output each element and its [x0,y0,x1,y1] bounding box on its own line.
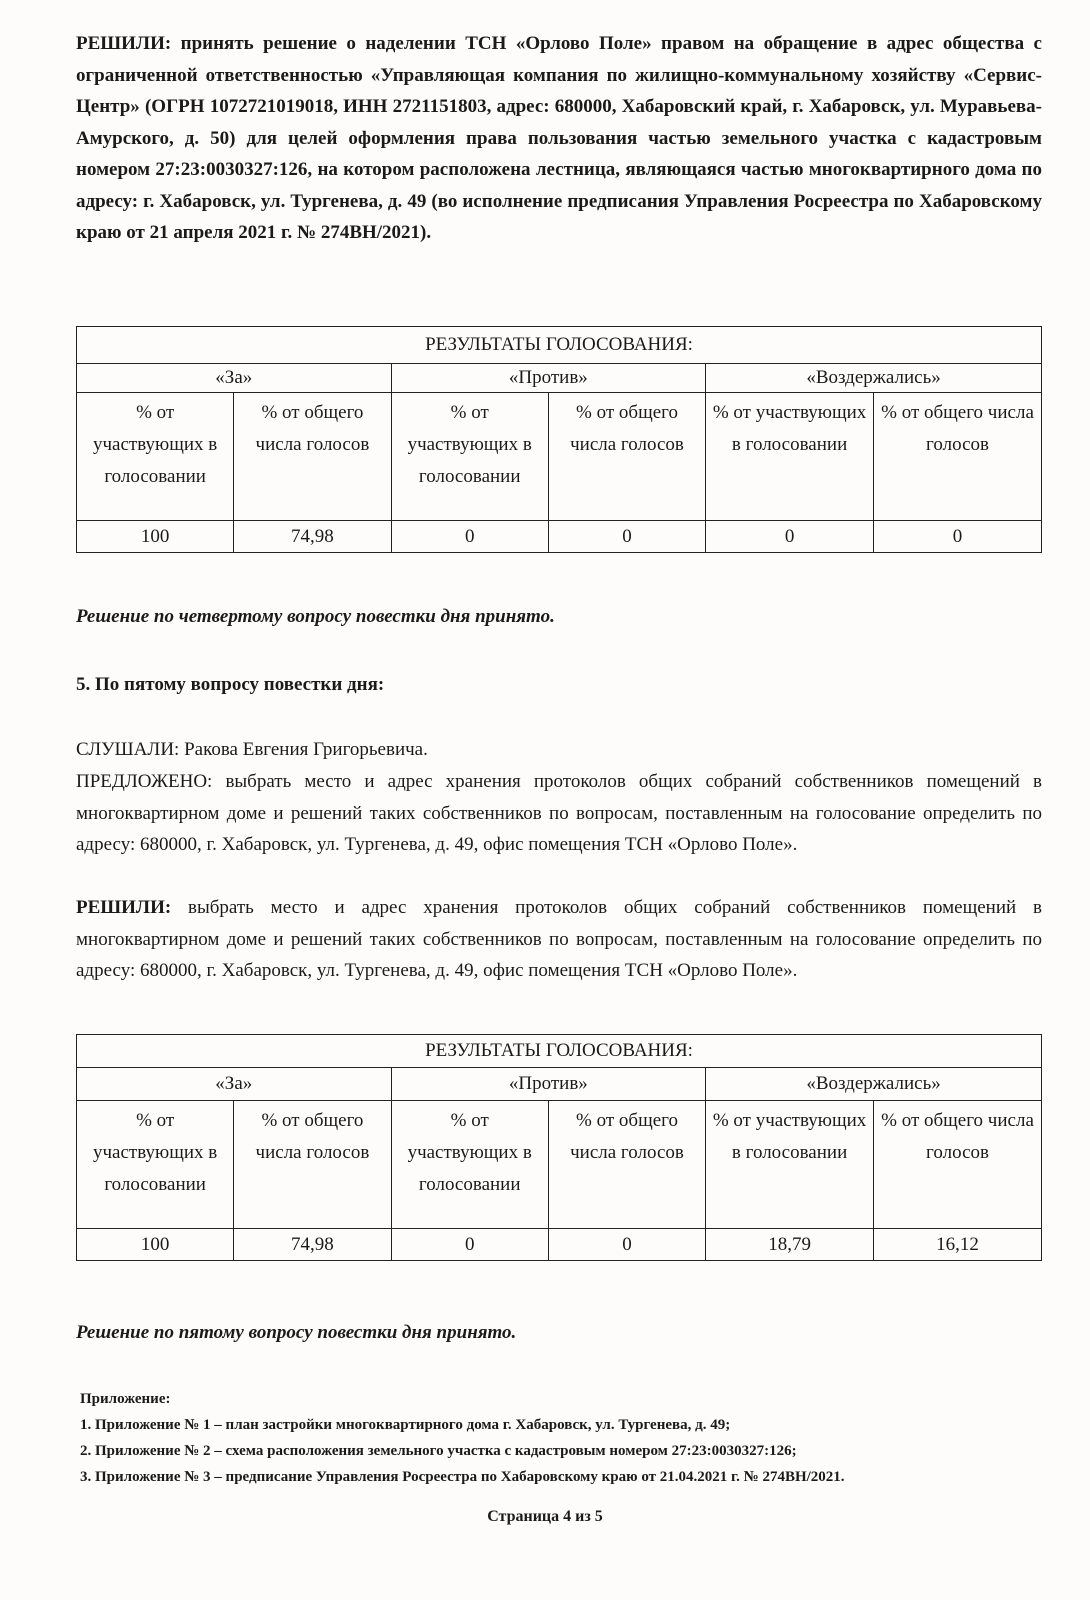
against-pct-total-value: 0 [548,521,705,553]
abstain-header: «Воздержались» [706,364,1042,393]
item4-decision-text: принять решение о наделении ТСН «Орлово Поле» правом на обращение в адрес общества с ограниченной ответственностью «Управляющая компания по жилищно-коммунальному хозяйству «Сервис-Центр» (ОГРН 1072721019018, ИНН 2721151803, адрес: 680000, Хабаровский край, г. Хабаровск, ул. Муравьева-Амурского, д. 50) для целей оформления права пользования частью земельного участка с кадастровым номером 27:23:0030327:126, на котором расположена лестница, являющаяся частью многоквартирного дома по адресу: г. Хабаровск, ул. Тургенева, д. 49 (во исполнение предписания Управления Росреестра по Хабаровскому краю от 21 апреля 2021 г. № 274ВН/2021). [76,33,1042,243]
for-pct-participants-value: 100 [77,1229,234,1261]
attachments [80,1386,1040,1490]
abstain-pct-participants-value: 18,79 [706,1229,874,1261]
for-pct-participants-header: % от участвующих в голосовании [77,393,234,521]
against-pct-participants-value: 0 [391,521,548,553]
abstain-pct-total-value: 16,12 [874,1229,1042,1261]
abstain-pct-participants-value: 0 [706,521,874,553]
for-pct-participants-value: 100 [77,521,234,553]
item5-heading: 5. По пятому вопросу повестки дня: [76,674,385,695]
item4-result: Решение по четвертому вопросу повестки дня принято. [76,606,555,627]
attachment-item: 2. Приложение № 2 – схема расположения земельного участка с кадастровым номером 27:23:0030327:126; [80,1443,797,1459]
against-pct-participants-header: % от участвующих в голосовании [391,1101,548,1229]
abstain-pct-participants-header: % от участвующих в голосовании [706,1101,874,1229]
attachment-item: 1. Приложение № 1 – план застройки многоквартирного дома г. Хабаровск, ул. Тургенева, д. 49; [80,1417,731,1433]
against-pct-total-value: 0 [548,1229,705,1261]
for-pct-total-header: % от общего числа голосов [234,393,391,521]
abstain-pct-total-value: 0 [874,521,1042,553]
voting-results-table-5 [76,1034,1042,1261]
attachments-title: Приложение: [80,1391,171,1407]
item4-decision-label: РЕШИЛИ: [76,33,172,54]
against-pct-participants-header: % от участвующих в голосовании [391,393,548,521]
page-number: Страница 4 из 5 [487,1508,603,1525]
item5-proposed: ПРЕДЛОЖЕНО: выбрать место и адрес хранения протоколов общих собраний собственников помещений в многоквартирном доме и решений таких собственников по вопросам, поставленным на голосование определить по адресу: 680000, г. Хабаровск, ул. Тургенева, д. 49, офис помещения ТСН «Орлово Поле». [76,771,1042,855]
item5-decision-text: выбрать место и адрес хранения протоколов общих собраний собственников помещений в многоквартирном доме и решений таких собственников по вопросам, поставленным на голосование определить по адресу: 680000, г. Хабаровск, ул. Тургенева, д. 49, офис помещения ТСН «Орлово Поле». [76,897,1042,981]
abstain-header: «Воздержались» [706,1068,1042,1101]
item5-decision-label: РЕШИЛИ: [76,897,172,918]
item5-decision [76,892,1042,987]
for-pct-total-value: 74,98 [234,521,391,553]
voting-results-table-4 [76,326,1042,553]
abstain-pct-total-header: % от общего числа голосов [874,393,1042,521]
for-pct-participants-header: % от участвующих в голосовании [77,1101,234,1229]
against-pct-participants-value: 0 [391,1229,548,1261]
against-pct-total-header: % от общего числа голосов [548,393,705,521]
item5-result: Решение по пятому вопросу повестки дня принято. [76,1322,517,1343]
for-header: «За» [77,1068,392,1101]
item5-listened: СЛУШАЛИ: Ракова Евгения Григорьевича. [76,739,428,760]
for-pct-total-header: % от общего числа голосов [234,1101,391,1229]
table-title: РЕЗУЛЬТАТЫ ГОЛОСОВАНИЯ: [77,327,1042,364]
for-header: «За» [77,364,392,393]
against-header: «Против» [391,1068,706,1101]
for-pct-total-value: 74,98 [234,1229,391,1261]
attachment-item: 3. Приложение № 3 – предписание Управления Росреестра по Хабаровскому краю от 21.04.2021 г. № 274ВН/2021. [80,1469,845,1485]
against-pct-total-header: % от общего числа голосов [548,1101,705,1229]
abstain-pct-participants-header: % от участвующих в голосовании [706,393,874,521]
against-header: «Против» [391,364,706,393]
table-title: РЕЗУЛЬТАТЫ ГОЛОСОВАНИЯ: [77,1035,1042,1068]
abstain-pct-total-header: % от общего числа голосов [874,1101,1042,1229]
item4-decision [76,28,1042,249]
